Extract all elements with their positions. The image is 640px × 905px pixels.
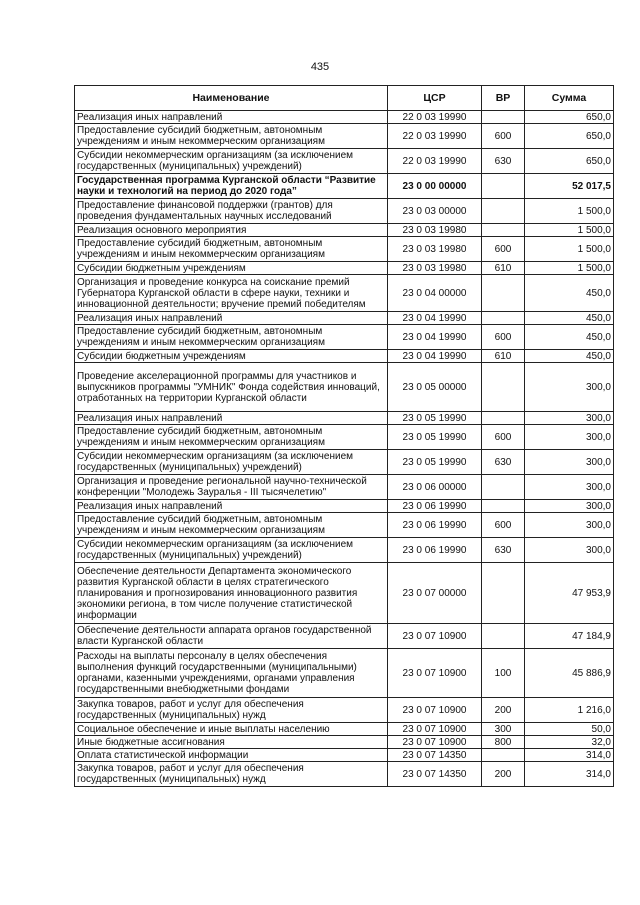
cell-csr: 23 0 04 19990 [388,350,482,363]
cell-sum: 450,0 [525,312,614,325]
cell-sum: 45 886,9 [525,649,614,698]
cell-name: Государственная программа Курганской области “Развитие науки и технологий на период до 2020 года” [75,174,388,199]
cell-name: Иные бюджетные ассигнования [75,736,388,749]
cell-sum: 32,0 [525,736,614,749]
cell-vr: 600 [482,325,525,350]
cell-sum: 450,0 [525,275,614,312]
table-row [75,736,614,749]
cell-sum: 650,0 [525,149,614,174]
cell-vr [482,275,525,312]
cell-vr: 800 [482,736,525,749]
cell-sum: 1 216,0 [525,698,614,723]
cell-name: Субсидии некоммерческим организациям (за исключением государственных (муниципальных) учреждений) [75,149,388,174]
cell-sum: 300,0 [525,450,614,475]
cell-name: Оплата статистической информации [75,749,388,762]
cell-sum: 47 953,9 [525,563,614,624]
cell-sum: 300,0 [525,513,614,538]
cell-csr: 22 0 03 19990 [388,149,482,174]
table-row [75,312,614,325]
table-row [75,174,614,199]
cell-vr: 600 [482,124,525,149]
table-row [75,475,614,500]
cell-vr [482,500,525,513]
cell-sum: 300,0 [525,363,614,412]
cell-vr [482,624,525,649]
cell-csr: 23 0 05 19990 [388,412,482,425]
table-row [75,111,614,124]
cell-vr: 610 [482,262,525,275]
cell-csr: 22 0 03 19990 [388,124,482,149]
cell-csr: 23 0 06 00000 [388,475,482,500]
cell-csr: 23 0 07 00000 [388,563,482,624]
cell-vr [482,412,525,425]
budget-table [74,85,614,787]
table-row [75,237,614,262]
cell-csr: 23 0 04 00000 [388,275,482,312]
table-row [75,538,614,563]
table-row [75,425,614,450]
cell-name: Закупка товаров, работ и услуг для обеспечения государственных (муниципальных) нужд [75,698,388,723]
cell-name: Субсидии бюджетным учреждениям [75,350,388,363]
header-name: Наименование [75,86,388,111]
cell-csr: 23 0 05 00000 [388,363,482,412]
cell-sum: 450,0 [525,325,614,350]
cell-csr: 23 0 07 10900 [388,624,482,649]
cell-name: Предоставление финансовой поддержки (грантов) для проведения фундаментальных научных исследований [75,199,388,224]
cell-vr: 300 [482,723,525,736]
table-row [75,513,614,538]
cell-sum: 450,0 [525,350,614,363]
cell-name: Предоставление субсидий бюджетным, автономным учреждениям и иным некоммерческим организациям [75,124,388,149]
table-header-row [75,86,614,111]
cell-name: Обеспечение деятельности Департамента экономического развития Курганской области в целях стратегического планирования и прогнозирования инновационного развития экономики региона, в том числе получение статистической информации [75,563,388,624]
cell-csr: 23 0 06 19990 [388,500,482,513]
table-row [75,723,614,736]
table-row [75,224,614,237]
cell-csr: 22 0 03 19990 [388,111,482,124]
table-row [75,624,614,649]
cell-sum: 300,0 [525,425,614,450]
cell-csr: 23 0 05 19990 [388,425,482,450]
cell-name: Организация и проведение конкурса на соискание премий Губернатора Курганской области в сфере науки, техники и инновационной деятельности; вручение премий победителям [75,275,388,312]
cell-name: Организация и проведение региональной научно-технической конференции "Молодежь Зауралья - III тысячелетию" [75,475,388,500]
cell-csr: 23 0 03 00000 [388,199,482,224]
cell-name: Социальное обеспечение и иные выплаты населению [75,723,388,736]
cell-csr: 23 0 07 10900 [388,736,482,749]
table-row [75,149,614,174]
cell-csr: 23 0 07 14350 [388,762,482,787]
cell-vr [482,199,525,224]
cell-vr: 200 [482,762,525,787]
table-row [75,124,614,149]
table-row [75,762,614,787]
cell-sum: 1 500,0 [525,199,614,224]
cell-vr: 630 [482,450,525,475]
cell-sum: 650,0 [525,124,614,149]
cell-name: Расходы на выплаты персоналу в целях обеспечения выполнения функций государственными (муниципальными) органами, казенными учреждениями, органами управления государственными внебюджетными фондами [75,649,388,698]
cell-name: Предоставление субсидий бюджетным, автономным учреждениям и иным некоммерческим организациям [75,325,388,350]
cell-csr: 23 0 07 10900 [388,723,482,736]
cell-name: Предоставление субсидий бюджетным, автономным учреждениям и иным некоммерческим организациям [75,425,388,450]
header-sum: Сумма [525,86,614,111]
cell-name: Реализация иных направлений [75,412,388,425]
cell-vr [482,563,525,624]
cell-name: Предоставление субсидий бюджетным, автономным учреждениям и иным некоммерческим организациям [75,237,388,262]
table-row [75,500,614,513]
cell-sum: 650,0 [525,111,614,124]
cell-vr [482,475,525,500]
table-row [75,450,614,475]
cell-vr [482,224,525,237]
cell-name: Реализация иных направлений [75,111,388,124]
cell-sum: 314,0 [525,762,614,787]
cell-sum: 300,0 [525,475,614,500]
cell-csr: 23 0 00 00000 [388,174,482,199]
cell-name: Закупка товаров, работ и услуг для обеспечения государственных (муниципальных) нужд [75,762,388,787]
cell-vr: 600 [482,237,525,262]
table-row [75,199,614,224]
cell-name: Субсидии бюджетным учреждениям [75,262,388,275]
cell-csr: 23 0 03 19980 [388,262,482,275]
cell-vr [482,749,525,762]
table-row [75,325,614,350]
cell-vr [482,363,525,412]
cell-vr: 630 [482,149,525,174]
cell-csr: 23 0 07 10900 [388,698,482,723]
cell-vr: 600 [482,513,525,538]
table-row [75,350,614,363]
cell-vr [482,312,525,325]
cell-name: Предоставление субсидий бюджетным, автономным учреждениям и иным некоммерческим организациям [75,513,388,538]
cell-vr [482,174,525,199]
cell-csr: 23 0 03 19980 [388,224,482,237]
table-row [75,363,614,412]
cell-csr: 23 0 03 19980 [388,237,482,262]
cell-csr: 23 0 06 19990 [388,513,482,538]
cell-vr: 630 [482,538,525,563]
cell-sum: 1 500,0 [525,262,614,275]
cell-vr: 200 [482,698,525,723]
cell-name: Обеспечение деятельности аппарата органов государственной власти Курганской области [75,624,388,649]
cell-name: Субсидии некоммерческим организациям (за исключением государственных (муниципальных) учреждений) [75,538,388,563]
cell-sum: 47 184,9 [525,624,614,649]
header-vr: ВР [482,86,525,111]
cell-csr: 23 0 07 10900 [388,649,482,698]
cell-vr: 610 [482,350,525,363]
table-row [75,649,614,698]
cell-sum: 314,0 [525,749,614,762]
table-row [75,275,614,312]
cell-sum: 1 500,0 [525,224,614,237]
cell-name: Реализация основного мероприятия [75,224,388,237]
cell-vr: 100 [482,649,525,698]
table-row [75,698,614,723]
cell-name: Проведение акселерационной программы для участников и выпускников программы "УМНИК" Фонда содействия инноваций, отработанных на территории Курганской области [75,363,388,412]
cell-csr: 23 0 04 19990 [388,325,482,350]
cell-vr [482,111,525,124]
table-row [75,412,614,425]
header-csr: ЦСР [388,86,482,111]
table-row [75,749,614,762]
cell-sum: 300,0 [525,500,614,513]
table-row [75,563,614,624]
page-number: 435 [310,61,330,73]
cell-name: Реализация иных направлений [75,500,388,513]
cell-csr: 23 0 05 19990 [388,450,482,475]
cell-csr: 23 0 04 19990 [388,312,482,325]
cell-vr: 600 [482,425,525,450]
cell-name: Реализация иных направлений [75,312,388,325]
table-row [75,262,614,275]
cell-sum: 300,0 [525,412,614,425]
cell-csr: 23 0 07 14350 [388,749,482,762]
cell-sum: 52 017,5 [525,174,614,199]
cell-name: Субсидии некоммерческим организациям (за исключением государственных (муниципальных) учреждений) [75,450,388,475]
cell-sum: 300,0 [525,538,614,563]
cell-sum: 1 500,0 [525,237,614,262]
cell-sum: 50,0 [525,723,614,736]
cell-csr: 23 0 06 19990 [388,538,482,563]
